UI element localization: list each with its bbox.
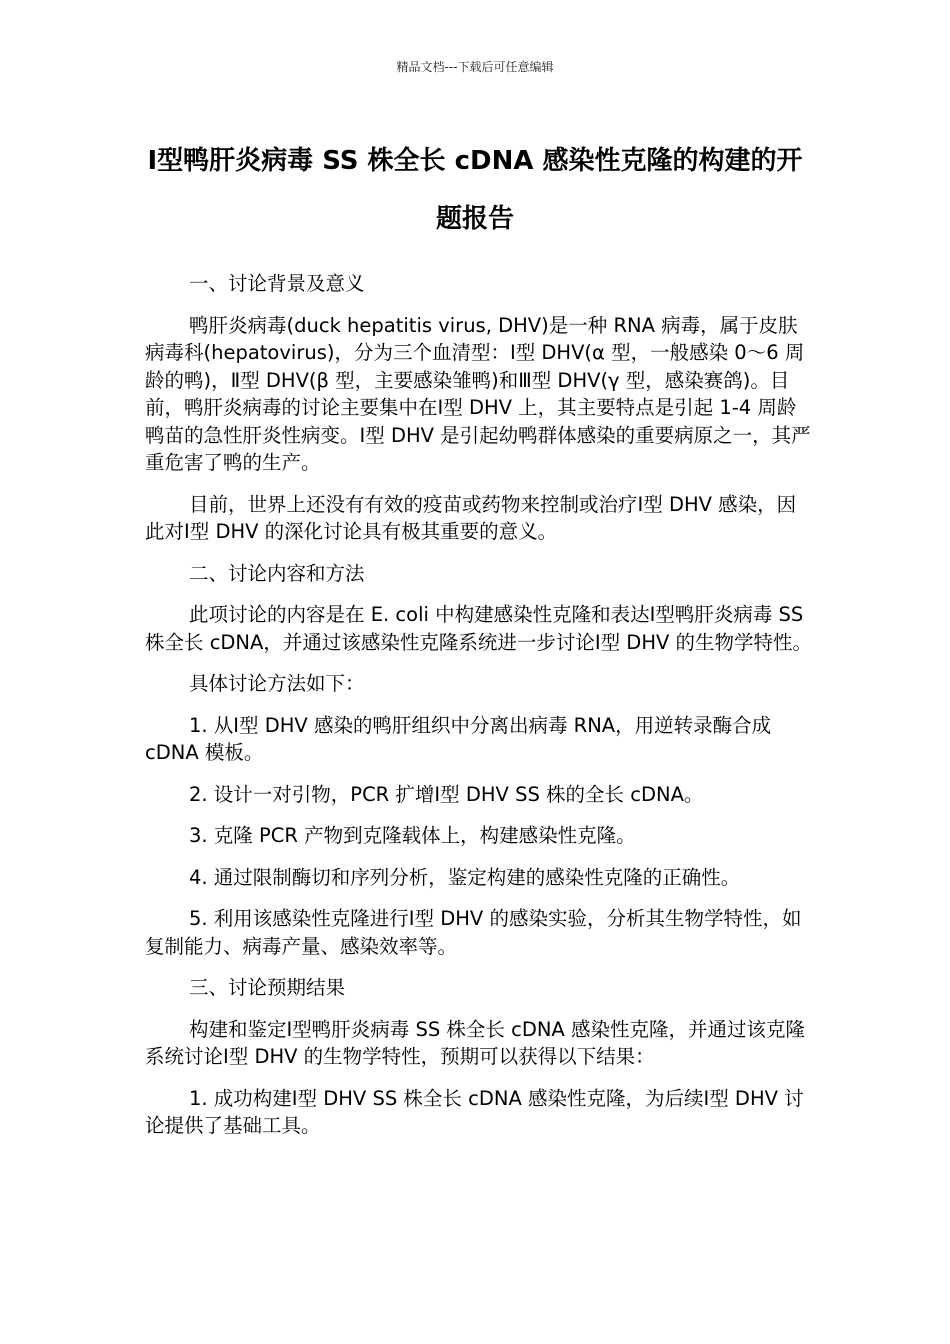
section-heading-methods: 二、讨论内容和方法 [189, 561, 365, 585]
document-body [145, 270, 813, 1154]
method-step-1: 1. 从Ⅰ型 DHV 感染的鸭肝组织中分离出病毒 RNA，用逆转录酶合成 cDNA 模板。 [145, 713, 772, 764]
header-note: 精品文档---下载后可任意编辑 [396, 60, 554, 74]
section-heading-results: 三、讨论预期结果 [189, 976, 346, 999]
method-step-5: 5. 利用该感染性克隆进行Ⅰ型 DHV 的感染实验，分析其生物学特性，如复制能力、病毒产量、感染效率等。 [145, 907, 802, 958]
method-step-3: 3. 克隆 PCR 产物到克隆载体上，构建感染性克隆。 [189, 824, 636, 847]
result-item-1: 1. 成功构建Ⅰ型 DHV SS 株全长 cDNA 感染性克隆，为后续Ⅰ型 DHV 讨论提供了基础工具。 [145, 1086, 804, 1137]
paragraph-methods-intro: 具体讨论方法如下： [189, 672, 365, 695]
paragraph-significance: 目前，世界上还没有有效的疫苗或药物来控制或治疗Ⅰ型 DHV 感染，因此对Ⅰ型 DHV 的深化讨论具有极其重要的意义。 [145, 492, 797, 543]
paragraph-results-intro: 构建和鉴定Ⅰ型鸭肝炎病毒 SS 株全长 cDNA 感染性克隆，并通过该克隆系统讨论Ⅰ型 DHV 的生物学特性，预期可以获得以下结果： [145, 1017, 805, 1068]
paragraph-content: 此项讨论的内容是在 E. coli 中构建感染性克隆和表达Ⅰ型鸭肝炎病毒 SS 株全长 cDNA，并通过该感染性克隆系统进一步讨论Ⅰ型 DHV 的生物学特性。 [145, 603, 813, 654]
paragraph-background: 鸭肝炎病毒(duck hepatitis virus, DHV)是一种 RNA 病毒，属于皮肤病毒科(hepatovirus)，分为三个血清型：Ⅰ型 DHV(α 型，一般感染 0～6 周龄的鸭)，Ⅱ型 DHV(β 型，主要感染雏鸭)和Ⅲ型 DHV(γ 型，感染赛鸽)。目前，鸭肝炎病毒的讨论主要集中在Ⅰ型 DHV 上，其主要特点是引起 1-4 周龄鸭苗的急性肝炎性病变。Ⅰ型 DHV 是引起幼鸭群体感染的重要病原之一，其严重危害了鸭的生产。 [145, 313, 811, 474]
method-step-2: 2. 设计一对引物，PCR 扩增Ⅰ型 DHV SS 株的全长 cDNA。 [189, 782, 704, 806]
method-step-4: 4. 通过限制酶切和序列分析，鉴定构建的感染性克隆的正确性。 [189, 865, 741, 889]
section-heading-background: 一、讨论背景及意义 [189, 272, 365, 295]
document-title: Ⅰ型鸭肝炎病毒 SS 株全长 cDNA 感染性克隆的构建的开题报告 [147, 146, 803, 234]
